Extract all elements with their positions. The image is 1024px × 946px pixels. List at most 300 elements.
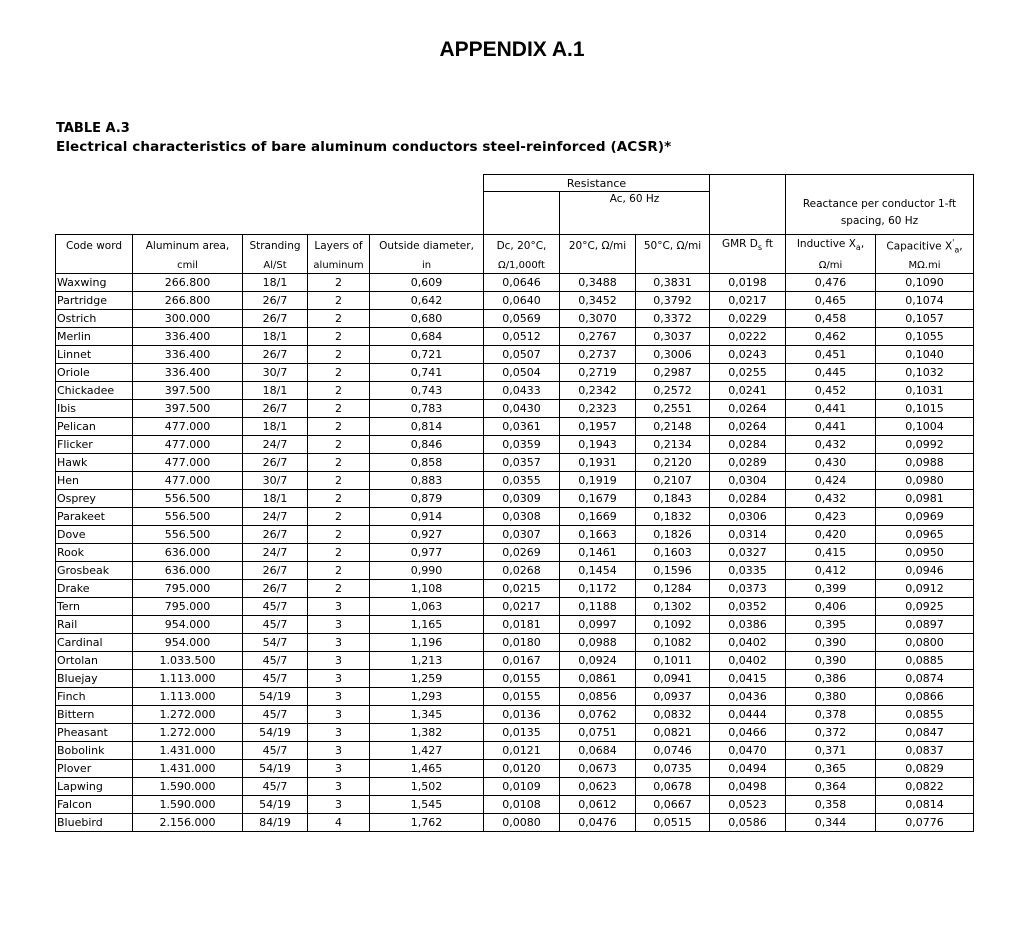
layers-cell: 2: [308, 291, 370, 309]
code-word-cell: Ostrich: [56, 309, 133, 327]
gmr-cell: 0,0306: [710, 507, 786, 525]
capacitive-cell: 0,0837: [876, 741, 974, 759]
ac20-cell: 0,0924: [560, 651, 636, 669]
layers-cell: 2: [308, 327, 370, 345]
stranding-cell: 45/7: [243, 669, 308, 687]
table-caption: Electrical characteristics of bare aluminum conductors steel-reinforced (ACSR)*: [56, 139, 672, 155]
ac50-cell: 0,1302: [636, 597, 710, 615]
layers-cell: 2: [308, 273, 370, 291]
inductive-cell: 0,476: [786, 273, 876, 291]
table-row: [56, 489, 974, 507]
code-word-cell: Hawk: [56, 453, 133, 471]
stranding-cell: 24/7: [243, 543, 308, 561]
diameter-cell: 1,345: [370, 705, 484, 723]
diameter-cell: 0,684: [370, 327, 484, 345]
code-word-cell: Hen: [56, 471, 133, 489]
inductive-cell: 0,465: [786, 291, 876, 309]
inductive-cell: 0,430: [786, 453, 876, 471]
table-row: [56, 327, 974, 345]
stranding-cell: 54/7: [243, 633, 308, 651]
capacitive-cell: 0,0992: [876, 435, 974, 453]
diameter-cell: 0,879: [370, 489, 484, 507]
diameter-cell: 1,213: [370, 651, 484, 669]
diameter-cell: 1,259: [370, 669, 484, 687]
gmr-cell: 0,0198: [710, 273, 786, 291]
diameter-cell: 0,642: [370, 291, 484, 309]
layers-cell: 3: [308, 759, 370, 777]
gmr-cell: 0,0402: [710, 651, 786, 669]
aluminum-area-cell: 556.500: [133, 507, 243, 525]
ac50-cell: 0,2107: [636, 471, 710, 489]
dc-cell: 0,0269: [484, 543, 560, 561]
capacitive-header: Capacitive $X'_a$,: [876, 235, 974, 258]
stranding-cell: 54/19: [243, 723, 308, 741]
ac50-cell: 0,3831: [636, 273, 710, 291]
table-row: [56, 291, 974, 309]
ac50-cell: 0,2551: [636, 399, 710, 417]
gmr-cell: 0,0289: [710, 453, 786, 471]
reactance-group-line2: spacing, 60 Hz: [840, 214, 919, 227]
ac20-cell: 0,1454: [560, 561, 636, 579]
aluminum-area-cell: 397.500: [133, 381, 243, 399]
stranding-cell: 26/7: [243, 561, 308, 579]
stranding-cell: 26/7: [243, 399, 308, 417]
gmr-cell: 0,0241: [710, 381, 786, 399]
capacitive-cell: 0,0969: [876, 507, 974, 525]
ac20-cell: 0,0856: [560, 687, 636, 705]
ac50-cell: 0,3372: [636, 309, 710, 327]
aluminum-area-cell: 1.272.000: [133, 705, 243, 723]
ac50-cell: 0,2572: [636, 381, 710, 399]
layers-cell: 3: [308, 705, 370, 723]
code-word-cell: Rook: [56, 543, 133, 561]
ac-group-header: Ac, 60 Hz: [560, 192, 710, 235]
diameter-cell: 0,883: [370, 471, 484, 489]
diameter-cell: 1,502: [370, 777, 484, 795]
layers-cell: 2: [308, 345, 370, 363]
inductive-cell: 0,406: [786, 597, 876, 615]
gmr-cell: 0,0498: [710, 777, 786, 795]
stranding-cell: 26/7: [243, 525, 308, 543]
capacitive-cell: 0,0912: [876, 579, 974, 597]
ac20-cell: 0,1957: [560, 417, 636, 435]
ac20-cell: 0,1461: [560, 543, 636, 561]
layers-cell: 2: [308, 363, 370, 381]
table-row: [56, 399, 974, 417]
ac20-cell: 0,1679: [560, 489, 636, 507]
ac50-cell: 0,2134: [636, 435, 710, 453]
ac50-cell: 0,2987: [636, 363, 710, 381]
dc-cell: 0,0181: [484, 615, 560, 633]
table-row: [56, 633, 974, 651]
aluminum-area-cell: 795.000: [133, 597, 243, 615]
diameter-cell: 0,743: [370, 381, 484, 399]
gmr-cell: 0,0304: [710, 471, 786, 489]
capacitive-cell: 0,0829: [876, 759, 974, 777]
aluminum-area-cell: 336.400: [133, 363, 243, 381]
code-word-cell: Plover: [56, 759, 133, 777]
stranding-cell: 24/7: [243, 435, 308, 453]
table-row: [56, 471, 974, 489]
inductive-cell: 0,441: [786, 417, 876, 435]
stranding-cell: 18/1: [243, 417, 308, 435]
ac20-cell: 0,0684: [560, 741, 636, 759]
capacitive-unit: MΩ.mi: [876, 258, 974, 274]
dc-cell: 0,0155: [484, 669, 560, 687]
table-label: TABLE A.3: [56, 121, 130, 136]
code-word-cell: Flicker: [56, 435, 133, 453]
capacitive-cell: 0,0950: [876, 543, 974, 561]
aluminum-area-cell: 1.590.000: [133, 777, 243, 795]
inductive-cell: 0,445: [786, 363, 876, 381]
ac50-cell: 0,1826: [636, 525, 710, 543]
dc-cell: 0,0167: [484, 651, 560, 669]
capacitive-cell: 0,0946: [876, 561, 974, 579]
stranding-header: Stranding: [243, 235, 308, 258]
table-row: [56, 651, 974, 669]
ac50-cell: 0,3792: [636, 291, 710, 309]
dc-cell: 0,0361: [484, 417, 560, 435]
acsr-table: [55, 174, 974, 832]
ac20-cell: 0,0988: [560, 633, 636, 651]
diameter-cell: 1,382: [370, 723, 484, 741]
aluminum-area-cell: 1.431.000: [133, 741, 243, 759]
code-word-cell: Rail: [56, 615, 133, 633]
stranding-cell: 26/7: [243, 579, 308, 597]
code-word-cell: Partridge: [56, 291, 133, 309]
gmr-cell: 0,0415: [710, 669, 786, 687]
ac20-cell: 0,0623: [560, 777, 636, 795]
dc-cell: 0,0646: [484, 273, 560, 291]
capacitive-cell: 0,0897: [876, 615, 974, 633]
layers-cell: 2: [308, 579, 370, 597]
aluminum-area-cell: 954.000: [133, 615, 243, 633]
resistance-group-header: Resistance: [484, 175, 710, 192]
inductive-cell: 0,432: [786, 435, 876, 453]
gmr-cell: 0,0402: [710, 633, 786, 651]
table-row: [56, 543, 974, 561]
inductive-cell: 0,344: [786, 813, 876, 831]
appendix-title: APPENDIX A.1: [439, 38, 585, 61]
ac50-cell: 0,0735: [636, 759, 710, 777]
layers-cell: 2: [308, 489, 370, 507]
inductive-cell: 0,420: [786, 525, 876, 543]
code-word-cell: Linnet: [56, 345, 133, 363]
layers-cell: 2: [308, 543, 370, 561]
aluminum-area-unit: cmil: [133, 258, 243, 274]
code-word-cell: Ortolan: [56, 651, 133, 669]
ac20-cell: 0,2323: [560, 399, 636, 417]
gmr-cell: 0,0386: [710, 615, 786, 633]
aluminum-area-cell: 2.156.000: [133, 813, 243, 831]
table-row: [56, 579, 974, 597]
dc-cell: 0,0357: [484, 453, 560, 471]
code-word-cell: Merlin: [56, 327, 133, 345]
stranding-cell: 84/19: [243, 813, 308, 831]
ac20-cell: 0,2719: [560, 363, 636, 381]
ac20-cell: 0,2342: [560, 381, 636, 399]
code-word-cell: Lapwing: [56, 777, 133, 795]
code-word-header: Code word: [56, 235, 133, 258]
dc-cell: 0,0430: [484, 399, 560, 417]
aluminum-area-cell: 556.500: [133, 489, 243, 507]
diameter-unit: in: [370, 258, 484, 274]
table-row: [56, 381, 974, 399]
diameter-cell: 1,196: [370, 633, 484, 651]
stranding-cell: 45/7: [243, 615, 308, 633]
gmr-header: GMR $D_s$ ft: [710, 235, 786, 258]
diameter-cell: 0,858: [370, 453, 484, 471]
ac20-cell: 0,3488: [560, 273, 636, 291]
dc-cell: 0,0308: [484, 507, 560, 525]
code-word-cell: Drake: [56, 579, 133, 597]
dc-cell: 0,0217: [484, 597, 560, 615]
diameter-cell: 0,741: [370, 363, 484, 381]
inductive-cell: 0,390: [786, 651, 876, 669]
diameter-cell: 1,545: [370, 795, 484, 813]
aluminum-area-cell: 266.800: [133, 273, 243, 291]
capacitive-cell: 0,0847: [876, 723, 974, 741]
table-row: [56, 597, 974, 615]
ac50-cell: 0,0746: [636, 741, 710, 759]
dc-cell: 0,0355: [484, 471, 560, 489]
capacitive-cell: 0,0988: [876, 453, 974, 471]
layers-cell: 3: [308, 777, 370, 795]
ac50-cell: 0,0941: [636, 669, 710, 687]
code-word-cell: Pelican: [56, 417, 133, 435]
dc-cell: 0,0155: [484, 687, 560, 705]
ac50-cell: 0,1843: [636, 489, 710, 507]
ac50-cell: 0,0832: [636, 705, 710, 723]
capacitive-cell: 0,1040: [876, 345, 974, 363]
layers-unit: aluminum: [308, 258, 370, 274]
inductive-unit: Ω/mi: [786, 258, 876, 274]
table-body: [56, 273, 974, 831]
code-word-cell: Falcon: [56, 795, 133, 813]
reactance-group-header: [786, 192, 974, 235]
stranding-cell: 26/7: [243, 309, 308, 327]
capacitive-cell: 0,1015: [876, 399, 974, 417]
reactance-group-line1: Reactance per conductor 1-ft: [802, 197, 957, 210]
ac20-cell: 0,0751: [560, 723, 636, 741]
code-word-cell: Cardinal: [56, 633, 133, 651]
gmr-cell: 0,0586: [710, 813, 786, 831]
code-word-cell: Oriole: [56, 363, 133, 381]
table-row: [56, 525, 974, 543]
dc-unit: Ω/1,000ft: [484, 258, 560, 274]
dc-cell: 0,0180: [484, 633, 560, 651]
gmr-cell: 0,0352: [710, 597, 786, 615]
diameter-cell: 0,846: [370, 435, 484, 453]
aluminum-area-cell: 300.000: [133, 309, 243, 327]
diameter-cell: 1,762: [370, 813, 484, 831]
inductive-cell: 0,451: [786, 345, 876, 363]
dc-cell: 0,0504: [484, 363, 560, 381]
dc-cell: 0,0309: [484, 489, 560, 507]
table-row: [56, 741, 974, 759]
diameter-cell: 0,927: [370, 525, 484, 543]
capacitive-cell: 0,0866: [876, 687, 974, 705]
capacitive-cell: 0,0822: [876, 777, 974, 795]
layers-cell: 2: [308, 417, 370, 435]
dc-cell: 0,0121: [484, 741, 560, 759]
inductive-cell: 0,423: [786, 507, 876, 525]
ac50-cell: 0,0667: [636, 795, 710, 813]
ac50-cell: 0,1596: [636, 561, 710, 579]
diameter-cell: 1,108: [370, 579, 484, 597]
table-row: [56, 453, 974, 471]
gmr-cell: 0,0327: [710, 543, 786, 561]
ac50-cell: 0,0937: [636, 687, 710, 705]
gmr-cell: 0,0264: [710, 399, 786, 417]
stranding-cell: 45/7: [243, 597, 308, 615]
layers-cell: 3: [308, 597, 370, 615]
aluminum-area-cell: 336.400: [133, 327, 243, 345]
layers-cell: 2: [308, 435, 370, 453]
ac20-cell: 0,1919: [560, 471, 636, 489]
aluminum-area-cell: 266.800: [133, 291, 243, 309]
inductive-cell: 0,386: [786, 669, 876, 687]
layers-cell: 3: [308, 669, 370, 687]
dc-cell: 0,0359: [484, 435, 560, 453]
gmr-cell: 0,0314: [710, 525, 786, 543]
layers-header: Layers of: [308, 235, 370, 258]
inductive-cell: 0,415: [786, 543, 876, 561]
inductive-cell: 0,432: [786, 489, 876, 507]
ac50-cell: 0,1092: [636, 615, 710, 633]
ac50-cell: 0,0821: [636, 723, 710, 741]
dc-cell: 0,0512: [484, 327, 560, 345]
diameter-cell: 1,427: [370, 741, 484, 759]
ac20-cell: 0,0612: [560, 795, 636, 813]
gmr-cell: 0,0335: [710, 561, 786, 579]
layers-cell: 3: [308, 651, 370, 669]
gmr-cell: 0,0264: [710, 417, 786, 435]
table-row: [56, 363, 974, 381]
stranding-cell: 18/1: [243, 489, 308, 507]
stranding-cell: 24/7: [243, 507, 308, 525]
ac50-cell: 0,3037: [636, 327, 710, 345]
ac50-cell: 0,0515: [636, 813, 710, 831]
gmr-cell: 0,0373: [710, 579, 786, 597]
aluminum-area-cell: 795.000: [133, 579, 243, 597]
dc-header: Dc, 20°C,: [484, 235, 560, 258]
inductive-cell: 0,462: [786, 327, 876, 345]
layers-cell: 2: [308, 381, 370, 399]
aluminum-area-cell: 397.500: [133, 399, 243, 417]
ac50-cell: 0,2148: [636, 417, 710, 435]
capacitive-cell: 0,1031: [876, 381, 974, 399]
dc-cell: 0,0507: [484, 345, 560, 363]
capacitive-cell: 0,0800: [876, 633, 974, 651]
capacitive-cell: 0,0965: [876, 525, 974, 543]
inductive-cell: 0,441: [786, 399, 876, 417]
diameter-cell: 1,293: [370, 687, 484, 705]
stranding-cell: 45/7: [243, 777, 308, 795]
ac20-header: 20°C, Ω/mi: [560, 235, 636, 258]
gmr-cell: 0,0470: [710, 741, 786, 759]
capacitive-cell: 0,1074: [876, 291, 974, 309]
capacitive-cell: 0,1004: [876, 417, 974, 435]
table-row: [56, 435, 974, 453]
dc-cell: 0,0268: [484, 561, 560, 579]
table-row: [56, 813, 974, 831]
aluminum-area-header: Aluminum area,: [133, 235, 243, 258]
stranding-cell: 18/1: [243, 381, 308, 399]
aluminum-area-cell: 477.000: [133, 435, 243, 453]
inductive-cell: 0,458: [786, 309, 876, 327]
code-word-cell: Ibis: [56, 399, 133, 417]
stranding-cell: 30/7: [243, 471, 308, 489]
dc-cell: 0,0640: [484, 291, 560, 309]
table-row: [56, 507, 974, 525]
ac20-cell: 0,0861: [560, 669, 636, 687]
ac50-cell: 0,1603: [636, 543, 710, 561]
code-word-cell: Bobolink: [56, 741, 133, 759]
gmr-cell: 0,0444: [710, 705, 786, 723]
table-row: [56, 777, 974, 795]
dc-cell: 0,0080: [484, 813, 560, 831]
inductive-cell: 0,424: [786, 471, 876, 489]
stranding-cell: 26/7: [243, 453, 308, 471]
layers-cell: 3: [308, 795, 370, 813]
diameter-cell: 1,165: [370, 615, 484, 633]
layers-cell: 2: [308, 453, 370, 471]
inductive-header: Inductive $X_a$,: [786, 235, 876, 258]
capacitive-cell: 0,0981: [876, 489, 974, 507]
stranding-cell: 18/1: [243, 327, 308, 345]
table-row: [56, 705, 974, 723]
aluminum-area-cell: 556.500: [133, 525, 243, 543]
dc-cell: 0,0433: [484, 381, 560, 399]
ac50-cell: 0,1832: [636, 507, 710, 525]
ac20-cell: 0,1172: [560, 579, 636, 597]
dc-cell: 0,0136: [484, 705, 560, 723]
gmr-cell: 0,0436: [710, 687, 786, 705]
ac20-cell: 0,1188: [560, 597, 636, 615]
gmr-cell: 0,0243: [710, 345, 786, 363]
capacitive-cell: 0,0885: [876, 651, 974, 669]
ac20-cell: 0,2767: [560, 327, 636, 345]
capacitive-cell: 0,1055: [876, 327, 974, 345]
stranding-cell: 54/19: [243, 687, 308, 705]
gmr-cell: 0,0284: [710, 435, 786, 453]
capacitive-cell: 0,1032: [876, 363, 974, 381]
stranding-cell: 45/7: [243, 705, 308, 723]
inductive-cell: 0,365: [786, 759, 876, 777]
inductive-cell: 0,364: [786, 777, 876, 795]
gmr-cell: 0,0229: [710, 309, 786, 327]
code-word-cell: Osprey: [56, 489, 133, 507]
table-row: [56, 669, 974, 687]
table-row: [56, 687, 974, 705]
dc-cell: 0,0120: [484, 759, 560, 777]
inductive-cell: 0,412: [786, 561, 876, 579]
gmr-cell: 0,0494: [710, 759, 786, 777]
code-word-cell: Dove: [56, 525, 133, 543]
aluminum-area-cell: 1.113.000: [133, 669, 243, 687]
code-word-cell: Bluebird: [56, 813, 133, 831]
diameter-cell: 0,814: [370, 417, 484, 435]
layers-cell: 2: [308, 525, 370, 543]
table-row: [56, 345, 974, 363]
layers-cell: 2: [308, 471, 370, 489]
gmr-cell: 0,0222: [710, 327, 786, 345]
dc-cell: 0,0135: [484, 723, 560, 741]
table-row: [56, 615, 974, 633]
ac50-cell: 0,1284: [636, 579, 710, 597]
gmr-cell: 0,0466: [710, 723, 786, 741]
